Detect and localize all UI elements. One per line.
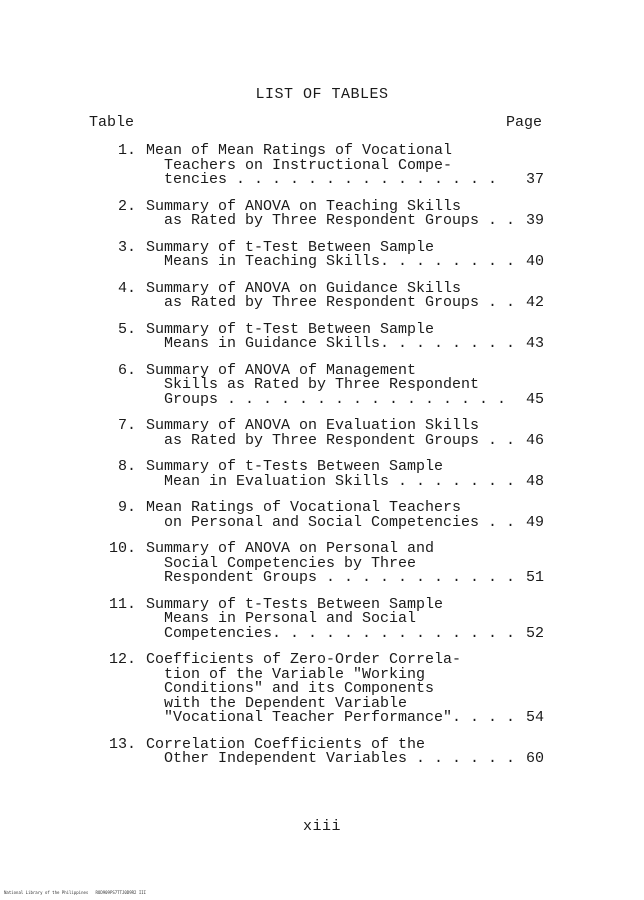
table-number: 7. xyxy=(117,417,136,434)
table-number: 2. xyxy=(117,197,136,215)
table-title-line: Other Independent Variables . . . . . . 60 xyxy=(164,750,544,767)
table-title xyxy=(146,501,544,530)
table-title-line: Mean of Mean Ratings of Vocational xyxy=(146,142,453,159)
table-title xyxy=(146,197,544,229)
table-number: 11. xyxy=(108,595,136,613)
table-title-line: Means in Guidance Skills. . . . . . . . 43 xyxy=(164,335,544,352)
table-list-item[interactable] xyxy=(0,501,644,530)
table-title-line: "Vocational Teacher Performance". . . . 54 xyxy=(164,709,544,726)
table-title-line: Competencies. . . . . . . . . . . . . . 52 xyxy=(164,624,544,642)
page-reference: 52 xyxy=(522,627,544,642)
table-title xyxy=(146,279,544,311)
table-title-line: tion of the Variable "Working xyxy=(164,665,426,683)
table-list-item[interactable] xyxy=(0,197,644,229)
table-number: 13. xyxy=(108,735,136,753)
table-number: 3. xyxy=(117,238,136,256)
table-title-line: Conditions" and its Components xyxy=(164,680,435,697)
table-title-line: as Rated by Three Respondent Groups . . 46 xyxy=(164,431,544,449)
page-reference: 42 xyxy=(522,296,544,311)
table-list-item[interactable] xyxy=(0,419,644,448)
table-title xyxy=(146,653,544,726)
table-number: 10. xyxy=(108,540,136,557)
page-title: LIST OF TABLES xyxy=(255,86,389,103)
table-number: 5. xyxy=(117,320,136,338)
table-title-line: Skills as Rated by Three Respondent xyxy=(164,376,480,393)
table-number: 4. xyxy=(117,279,136,297)
table-list-item[interactable] xyxy=(0,542,644,586)
table-title-line: on Personal and Social Competencies . . 49 xyxy=(164,513,544,531)
table-title xyxy=(146,595,544,642)
table-title-line: Correlation Coefficients of the xyxy=(146,735,426,753)
page-reference: 43 xyxy=(522,337,544,352)
table-title-line: Respondent Groups . . . . . . . . . . . 51 xyxy=(164,569,544,586)
table-title-line: Summary of t-Tests Between Sample xyxy=(146,458,444,475)
page-reference: 60 xyxy=(522,752,544,767)
page-reference: 54 xyxy=(522,711,544,726)
page-reference: 37 xyxy=(522,173,544,188)
table-title-line: Summary of t-Test Between Sample xyxy=(146,320,435,338)
page-reference: 46 xyxy=(522,434,544,449)
table-number: 8. xyxy=(117,458,136,475)
table-title-line: Means in Teaching Skills. . . . . . . . 40 xyxy=(164,253,544,270)
table-title xyxy=(146,460,544,489)
table-title-line: Groups . . . . . . . . . . . . . . . . 45 xyxy=(164,390,544,408)
page-reference: 48 xyxy=(522,475,544,490)
table-list-item[interactable] xyxy=(0,653,644,726)
table-title-line: Summary of ANOVA of Management xyxy=(146,361,417,379)
table-title xyxy=(146,144,544,188)
table-number: 1. xyxy=(117,142,136,159)
table-title-line: Mean in Evaluation Skills . . . . . . . 48 xyxy=(164,472,544,490)
page-reference: 49 xyxy=(522,516,544,531)
table-title-line: Teachers on Instructional Compe- xyxy=(164,156,453,174)
table-title xyxy=(146,320,544,352)
table-title xyxy=(146,735,544,767)
table-title-line: as Rated by Three Respondent Groups . . 42 xyxy=(164,294,544,311)
table-title-line: Coefficients of Zero-Order Correla- xyxy=(146,651,462,668)
table-title-line: with the Dependent Variable xyxy=(164,694,408,712)
table-title-line: Social Competencies by Three xyxy=(164,554,417,572)
table-list xyxy=(0,144,644,779)
table-title-line: Summary of t-Tests Between Sample xyxy=(146,595,444,613)
table-title xyxy=(146,542,544,586)
page-reference: 45 xyxy=(522,393,544,408)
table-list-item[interactable] xyxy=(0,361,644,408)
table-title-line: tencies . . . . . . . . . . . . . . . 37 xyxy=(164,171,544,188)
table-title-line: Summary of ANOVA on Teaching Skills xyxy=(146,197,462,215)
table-title-line: Summary of t-Test Between Sample xyxy=(146,238,435,256)
table-title-line: Summary of ANOVA on Personal and xyxy=(146,540,435,557)
scan-credit: National Library of the Philippines ROD909PS7TTJ0D9R2 III xyxy=(4,890,147,895)
table-list-item[interactable] xyxy=(0,735,644,767)
table-number: 12. xyxy=(108,651,136,668)
table-title xyxy=(146,238,544,270)
table-list-item[interactable] xyxy=(0,460,644,489)
page-column-header: Page xyxy=(506,114,543,131)
table-number: 9. xyxy=(117,499,136,516)
table-list-item[interactable] xyxy=(0,238,644,270)
table-title-line: Summary of ANOVA on Evaluation Skills xyxy=(146,417,480,434)
table-title-line: as Rated by Three Respondent Groups . . 39 xyxy=(164,212,544,229)
table-title xyxy=(146,419,544,448)
table-title-line: Summary of ANOVA on Guidance Skills xyxy=(146,279,462,297)
page-reference: 51 xyxy=(522,571,544,586)
table-number: 6. xyxy=(117,361,136,379)
page-reference: 40 xyxy=(522,255,544,270)
table-title-line: Means in Personal and Social xyxy=(164,610,417,627)
table-list-item[interactable] xyxy=(0,595,644,642)
table-column-header: Table xyxy=(89,114,135,131)
table-title xyxy=(146,361,544,408)
table-list-item[interactable] xyxy=(0,320,644,352)
table-list-item[interactable] xyxy=(0,144,644,188)
table-list-item[interactable] xyxy=(0,279,644,311)
table-title-line: Mean Ratings of Vocational Teachers xyxy=(146,499,462,516)
page-reference: 39 xyxy=(522,214,544,229)
page-number: xiii xyxy=(302,818,341,835)
